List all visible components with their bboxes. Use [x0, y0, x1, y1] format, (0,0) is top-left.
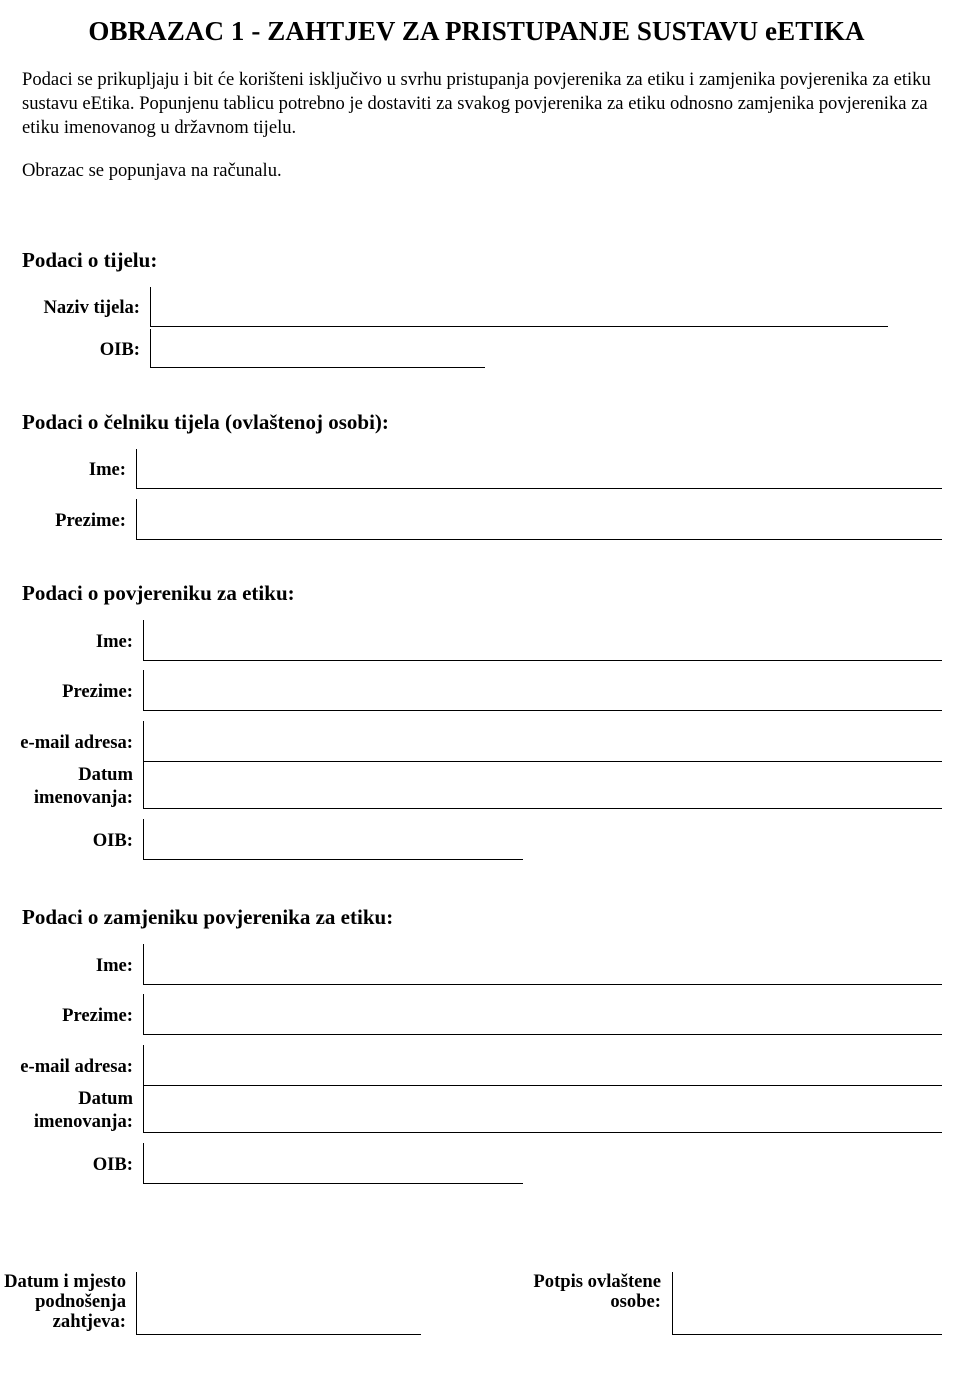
deputy-last-name-input[interactable]	[144, 994, 942, 1034]
deputy-email-field[interactable]	[143, 1045, 942, 1086]
head-last-name-label: Prezime:	[55, 510, 126, 531]
deputy-last-name-label: Prezime:	[62, 1005, 133, 1026]
date-place-input[interactable]	[137, 1272, 421, 1334]
deputy-appointment-label-line1: Datum	[78, 1088, 133, 1109]
head-section-heading: Podaci o čelniku tijela (ovlaštenoj osobi):	[22, 410, 389, 434]
body-name-label: Naziv tijela:	[43, 297, 140, 318]
signature-label-line2: osobe:	[610, 1291, 661, 1312]
head-last-name-field[interactable]	[136, 499, 942, 540]
deputy-appointment-input[interactable]	[144, 1086, 942, 1132]
commissioner-email-input[interactable]	[144, 721, 942, 761]
intro-text: Podaci se prikupljaju i bit će korišteni isključivo u svrhu pristupanja povjerenika za etiku i zamjenika povjerenika za etiku sustavu eEtika. Popunjenu tablicu potrebno je dostaviti za svakog povjerenika za etiku odnosno zamjenika povjerenika za etiku imenovanog u državnom tijelu.	[22, 69, 931, 138]
commissioner-appointment-label	[34, 763, 133, 809]
deputy-first-name-label: Ime:	[95, 955, 133, 976]
deputy-email-input[interactable]	[144, 1045, 942, 1085]
commissioner-appointment-label-line2: imenovanja:	[33, 787, 133, 808]
body-oib-input[interactable]	[151, 329, 485, 367]
deputy-email-label: e-mail adresa:	[20, 1056, 133, 1077]
commissioner-appointment-label-line1: Datum	[78, 764, 133, 785]
head-first-name-input[interactable]	[137, 449, 942, 488]
signature-input[interactable]	[673, 1272, 942, 1334]
body-name-input[interactable]	[151, 287, 888, 326]
head-first-name-label: Ime:	[88, 459, 126, 480]
head-first-name-field[interactable]	[136, 449, 942, 489]
deputy-section-heading: Podaci o zamjeniku povjerenika za etiku:	[22, 905, 394, 929]
deputy-oib-field[interactable]	[143, 1143, 523, 1184]
commissioner-email-field[interactable]	[143, 721, 942, 762]
date-place-label-line2: podnošenja	[35, 1291, 126, 1312]
body-oib-label: OIB:	[99, 339, 140, 360]
commissioner-oib-field[interactable]	[143, 819, 523, 860]
deputy-first-name-field[interactable]	[143, 944, 942, 985]
deputy-first-name-input[interactable]	[144, 944, 942, 984]
form-title: OBRAZAC 1 - ZAHTJEV ZA PRISTUPANJE SUSTAVU eETIKA	[88, 16, 865, 46]
commissioner-last-name-input[interactable]	[144, 670, 942, 710]
commissioner-last-name-label: Prezime:	[62, 681, 133, 702]
fill-note: Obrazac se popunjava na računalu.	[22, 160, 282, 181]
deputy-oib-input[interactable]	[144, 1143, 523, 1183]
date-place-label	[4, 1272, 126, 1332]
body-name-field[interactable]	[150, 287, 888, 327]
deputy-oib-label: OIB:	[92, 1154, 133, 1175]
body-oib-field[interactable]	[150, 329, 485, 368]
date-place-label-line3: zahtjeva:	[52, 1311, 126, 1332]
commissioner-last-name-field[interactable]	[143, 670, 942, 711]
commissioner-appointment-field[interactable]	[143, 762, 942, 809]
signature-field[interactable]	[672, 1272, 942, 1335]
commissioner-first-name-field[interactable]	[143, 620, 942, 661]
commissioner-first-name-input[interactable]	[144, 620, 942, 660]
deputy-appointment-field[interactable]	[143, 1086, 942, 1133]
head-last-name-input[interactable]	[137, 499, 942, 539]
commissioner-email-label: e-mail adresa:	[20, 732, 133, 753]
commissioner-oib-input[interactable]	[144, 819, 523, 859]
date-place-field[interactable]	[136, 1272, 421, 1335]
commissioner-appointment-input[interactable]	[144, 762, 942, 808]
deputy-appointment-label	[34, 1087, 133, 1133]
commissioner-oib-label: OIB:	[92, 830, 133, 851]
commissioner-first-name-label: Ime:	[95, 631, 133, 652]
date-place-label-line1: Datum i mjesto	[4, 1271, 126, 1292]
deputy-appointment-label-line2: imenovanja:	[33, 1111, 133, 1132]
deputy-last-name-field[interactable]	[143, 994, 942, 1035]
body-section-heading: Podaci o tijelu:	[22, 248, 158, 272]
commissioner-section-heading: Podaci o povjereniku za etiku:	[22, 581, 295, 605]
signature-label-line1: Potpis ovlaštene	[533, 1271, 661, 1292]
signature-label	[533, 1272, 661, 1312]
